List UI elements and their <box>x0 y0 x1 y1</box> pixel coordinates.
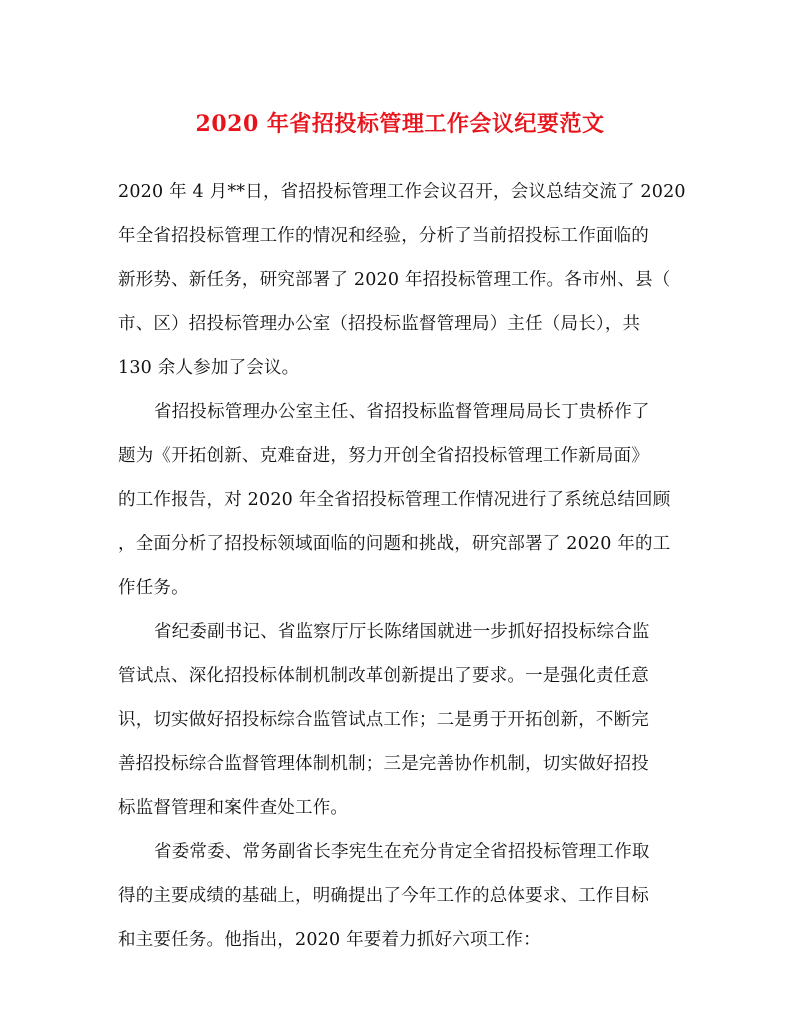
text-line: 善招投标综合监督管理体制机制；三是完善协作机制，切实做好招投 <box>118 754 649 774</box>
text-line: 得的主要成绩的基础上，明确提出了今年工作的总体要求、工作目标 <box>118 886 649 906</box>
document-title: 2020 年省招投标管理工作会议纪要范文 <box>195 111 605 137</box>
text-line: 2020 年 4 月**日，省招投标管理工作会议召开，会议总结交流了 2020 <box>118 182 686 202</box>
text-line: 市、区）招投标管理办公室（招投标监督管理局）主任（局长），共 <box>118 314 641 334</box>
text-line: 新形势、新任务，研究部署了 2020 年招投标管理工作。各市州、县（ <box>118 270 671 290</box>
text-line: ，全面分析了招投标领域面临的问题和挑战，研究部署了 2020 年的工 <box>118 534 671 554</box>
paragraph-first-line: 省招投标管理办公室主任、省招投标监督管理局局长丁贵桥作了 <box>154 402 650 422</box>
text-line: 识，切实做好招投标综合监管试点工作；二是勇于开拓创新，不断完 <box>118 710 649 730</box>
text-line: 130 余人参加了会议。 <box>118 358 300 378</box>
text-line: 标监督管理和案件查处工作。 <box>118 798 349 818</box>
text-line: 作任务。 <box>118 578 189 598</box>
text-line: 的工作报告，对 2020 年全省招投标管理工作情况进行了系统总结回顾 <box>118 490 671 510</box>
text-line: 管试点、深化招投标体制机制改革创新提出了要求。一是强化责任意 <box>118 666 649 686</box>
text-line: 题为《开拓创新、克难奋进，努力开创全省招投标管理工作新局面》 <box>118 446 649 466</box>
paragraph-first-line: 省委常委、常务副省长李宪生在充分肯定全省招投标管理工作取 <box>154 842 650 862</box>
paragraph-first-line: 省纪委副书记、省监察厅厅长陈绪国就进一步抓好招投标综合监 <box>154 622 650 642</box>
text-line: 年全省招投标管理工作的情况和经验，分析了当前招投标工作面临的 <box>118 226 649 246</box>
text-line: 和主要任务。他指出，2020 年要着力抓好六项工作： <box>118 930 541 950</box>
